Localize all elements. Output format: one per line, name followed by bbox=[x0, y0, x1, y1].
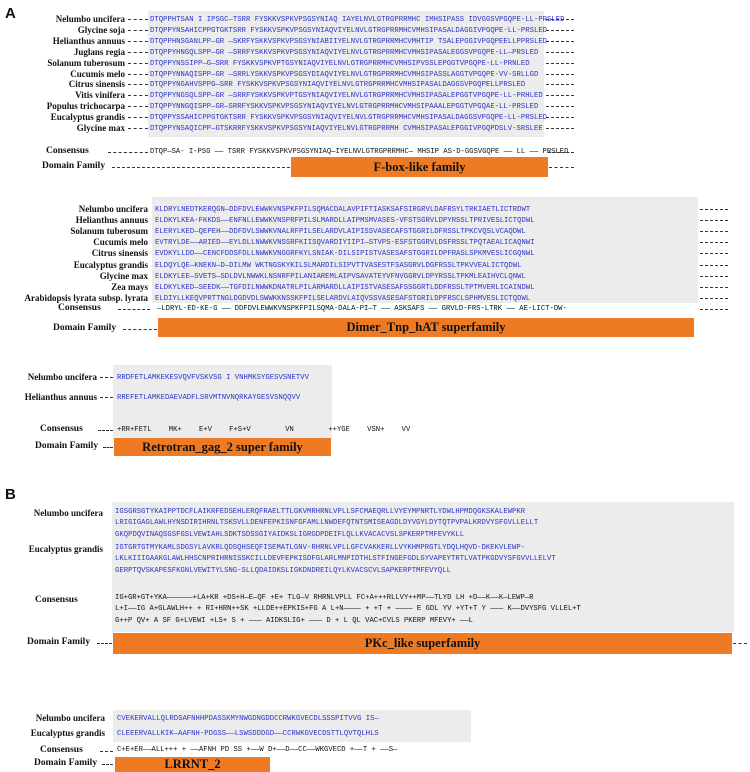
domain-bar-hat: Dimer_Tnp_hAT superfamily bbox=[158, 318, 694, 337]
trailing-gap bbox=[546, 52, 574, 53]
leading-gap bbox=[128, 117, 148, 118]
leading-gap bbox=[118, 309, 150, 310]
domain-line bbox=[103, 447, 113, 448]
trailing-gap bbox=[700, 309, 728, 310]
consensus-label: Consensus bbox=[35, 595, 78, 605]
species-name: Eucalyptus grandis bbox=[50, 112, 125, 123]
trailing-gap bbox=[546, 41, 574, 42]
species-name: Vitis vinifera bbox=[75, 90, 125, 101]
domain-line bbox=[733, 643, 747, 644]
trailing-gap bbox=[546, 95, 574, 96]
sequence-row: GERPTQVSKAPESFKGNLVEWITYLSNG-SLLQDAIDKSLIGKDNDREILQYLKVACSCVLSAPKERPTMFEVYQLL bbox=[115, 566, 451, 575]
sequence-row: ELDIYLLKEQVPRTTNGLDGDVDLSWWKKNSSKFPILSELARDVLAIQVSSVASESAFSTGRILDPFRSCLSPHMVESLICTQDWL bbox=[155, 294, 531, 303]
sequence-row: CLEEERVALLKIK—AAFNH-PDGSS——LSWSDDDGD——CCRWKGVECDSTTLQVTQLHLS bbox=[117, 730, 379, 738]
sequence-row: ELERYLKED—QEPEH——DDFDVLSWWKVNALRFPILSELARDVLAIPISSVASECAFSTGGRILDFRSSLTPKCVQSLVCAQDWL bbox=[155, 228, 526, 237]
species-name: Zea mays bbox=[111, 281, 148, 292]
sequence-row: RRDFETLAMKEKESVQVFVSKVSG I VNHMKSYGESVSNETVV bbox=[117, 374, 309, 382]
sequence-row: ELDKYLKEA-FKKDS——ENFNLLEWWKVNSPRFPILSLMARDLLAIPMSMVASES-VFSTSGRVLDPYRSSLTPRIVESLICTQDWL bbox=[155, 217, 535, 226]
domain-bar-pkc: PKc_like superfamily bbox=[113, 633, 732, 654]
sequence-row: DTQPPHTSAN I IPSGC—TSRR FYSKKVSPKVPSGSYNIAQ IAYELNVLGTRGPRRMHC IMHSIPASS IDVGGSVPGQPE-LL-PRSLED bbox=[150, 16, 565, 24]
consensus-row: C+E+ER——ALL+++ + ——AFNH PD SS +——W D+——D——CC——WKGVECD +——T + ——S— bbox=[117, 746, 398, 754]
species-name: Nelumbo uncifera bbox=[35, 713, 105, 723]
sequence-row: RREFETLAMKEDAEVADFLSRVMTNVNQRKAYGESVSNQQVV bbox=[117, 394, 301, 402]
domain-line bbox=[549, 167, 574, 168]
consensus-row: G++P QV+ A SF G+LVEWI +LS+ S + ——— AIDKSLIG+ ——— D + L QL VAC+CVLS PKERP MFEVY+ ——L bbox=[115, 616, 473, 625]
leading-gap bbox=[128, 63, 148, 64]
trailing-gap bbox=[546, 117, 574, 118]
trailing-gap bbox=[700, 298, 728, 299]
sequence-row: CVEKERVALLQLRDSAFNHHPDASSKMYNWGDNGDDCCRWKGVECDLSSSPITVVG IS— bbox=[117, 715, 379, 723]
consensus-row: IG+GR+GT+YKA——————+LA+KR +DS+H—E—QF +E+ TLG—V RHRNLVPLL FC+A+++RLLVY++MP——TLYD LH +D——K——K—LEWP—R bbox=[115, 594, 534, 602]
species-name: Nelumbo uncifera bbox=[78, 204, 148, 214]
leading-gap bbox=[128, 84, 148, 85]
sequence-row: IGSGRSGTYKAIPPTDCFLAIKRFEDSEHLERQFRAELTTLGKVMRHRNLVPLLSFCMAEQRLLVYEYMPNRTLYDWLHPMDQGKSKALEWPKR bbox=[115, 508, 526, 516]
trailing-gap bbox=[546, 128, 574, 129]
sequence-row: DTQPPYNGAHVSPPG—SRR FYSKKVSPKVPSGSYNIAQVIYELNVLGTRGPRRMHCVMHSIPASALDAGGSVPGQPELLPRSLED bbox=[150, 81, 526, 90]
sequence-row: DTQPPYHNGQLSPP—GR —SRRFYSKKVSPKVPSGSYNIAQVIYELNVLGTRGPRRMHCVMHSIPASALEGGSVPGQPE-LL—PRSLED bbox=[150, 48, 539, 57]
species-name: Arabidopsis lyrata subsp. lyrata bbox=[24, 292, 148, 303]
sequence-row: ELDKYLKED—SEEDK——TGFDILNWWKDNATRLPILARMARDLLAIPISTVASESAFSSGGRTLDDFRSSLTPTMVERLICAINDWL bbox=[155, 283, 535, 292]
species-name: Juglans regia bbox=[73, 46, 125, 57]
domain-line bbox=[123, 329, 157, 330]
sequence-row: DTQPPYNSSIPP—G—SRR FYSKKVSPKVPTGSYNIAQVIYELNVLGTRGPRRMHCVMHSIPVSSLEPGGTVPGQPE-LL-PRNLED bbox=[150, 59, 530, 68]
consensus-row: +RR+FETL MK+ E+V F+S+V VN ++YGE VSN+ VV bbox=[117, 426, 411, 434]
leading-gap bbox=[128, 41, 148, 42]
domain-line bbox=[112, 167, 290, 168]
trailing-gap bbox=[546, 19, 574, 20]
domain-bar-fbox: F-box-like family bbox=[291, 157, 548, 177]
consensus-label: Consensus bbox=[58, 303, 101, 313]
sequence-row: ELDQYLQE—KNEKN—D—DILMW WKTNGSKYKILSLMARDILSIPVTTVASESTFSASGRVLDGFRSSLTPKVVEALICTQDWL bbox=[155, 261, 522, 270]
consensus-row: L+I——IG A+GLAWLH++ + RI+HRN++SK +LLDE++EPKIS+FG A L+N———— + +T + ———— E GDL YV +YT+T Y ——— K——DVYSFG VLLEL+T bbox=[115, 605, 581, 614]
leading-gap bbox=[100, 397, 113, 398]
trailing-gap bbox=[546, 84, 574, 85]
leading-gap bbox=[128, 52, 148, 53]
sequence-row: DTQPPYNSAHICPPGTGKTSRR FYSKKVSPKVPSGSYNIAQVIYELNVLGTRGPRRMHCVMHSIPASALDAGGIVPGQPE-LL-PRSLED bbox=[150, 26, 548, 35]
consensus-label: Consensus bbox=[40, 424, 83, 434]
leading-gap bbox=[108, 152, 148, 153]
sequence-row: ELDKYLEE—SVETS—SDLDVLNWWKLNSNRFPILANIAREMLAIPVSAVATEYVFNVGGRVLDPYRSSLTPKMLEAIHVCLQNWL bbox=[155, 272, 526, 281]
trailing-gap bbox=[700, 220, 728, 221]
species-name: Helianthus annuus bbox=[52, 35, 125, 46]
domain-line bbox=[97, 643, 112, 644]
species-name: Citrus sinensis bbox=[91, 248, 148, 259]
sequence-row: LRIGIGAGLAWLHYNSDIRIHRNLTSKSVLLDENFEPKISNFGFAMLLNWDEFQTNTSMISEAGDLDYVGYLDYTQTPVPALKRDVYSFGVLLELLT bbox=[115, 519, 539, 528]
trailing-gap bbox=[546, 106, 574, 107]
species-name: Eucalyptus grandis bbox=[28, 544, 103, 554]
species-name: Nelumbo uncifera bbox=[55, 14, 125, 24]
domain-family-label: Domain Family bbox=[42, 161, 106, 171]
consensus-label: Consensus bbox=[46, 146, 89, 156]
species-name: Citrus sinensis bbox=[68, 79, 125, 90]
species-name: Glycine max bbox=[99, 270, 148, 281]
sequence-row: DTQPPYNNAQISPP—GR —SRRLYSKKVSPKVPSGSYDIAQVIYELNVLGTRGPRRMHCVMHSIPASSLAGGTVPGQPE-VV-SRLLGD bbox=[150, 70, 539, 79]
domain-family-label: Domain Family bbox=[53, 323, 117, 333]
sequence-row: EVTRYLDE——ARIED——EYLDLLNWWKVNSSRFKIISQVARDIYIIPI—STVPS-ESFSTGGRVLDSFRSSLTPQTAEALICAQNWI bbox=[155, 239, 535, 248]
species-name: Populus trichocarpa bbox=[46, 101, 125, 112]
trailing-gap bbox=[700, 276, 728, 277]
sequence-row: DTQPPYNGSQLSPP—GR —SRRFYSKKVSPKVPTGSYNIAQVIYELNVLGTRGPRRMHCVMHSIPASALEPGGTVPGQPE-LL-PRHLED bbox=[150, 92, 543, 101]
leading-gap bbox=[128, 128, 148, 129]
consensus-row: —LDRYL-ED-KE-G —— DDFDVLEWWKVNSPKFPILSQMA-DALA-PI—T —— ASKSAFS —— GRVLD-FRS-LTRK —— AE-LICT-DW- bbox=[157, 305, 567, 313]
leading-gap bbox=[128, 30, 148, 31]
sequence-row: IGTGRTGTMYKAMLSDGSYLAVKRLQDSQHSEQFISEMATLGNV-RHRNLVPLLGFCVAKKERLLVYKHMPRGTLYDQLHQVD-DKEKVLEWP- bbox=[115, 544, 526, 552]
sequence-row: LKLKIIIGAAKGLAWLHHSCNPRIHRNISSKCILLDEVFEPKISDFGLARLMNPIDTHLSTFINGEFGDLGYVAPEYTRTLVATPKGDVYSFGVVLLELVT bbox=[115, 555, 556, 564]
domain-line bbox=[102, 764, 113, 765]
domain-bar-lrrnt: LRRNT_2 bbox=[115, 757, 270, 772]
trailing-gap bbox=[700, 287, 728, 288]
leading-gap bbox=[128, 106, 148, 107]
sequence-row: DTQPPYNSAQICPP—GTSKRRFYSKKVSPKVPSGSYNIAQVIYELNVLGTRGPRRMH CVMHSIPASALEPGGIVPGQPDSLV-SRSLEE bbox=[150, 125, 543, 133]
species-name: Cucumis melo bbox=[93, 237, 148, 248]
species-name: Helianthus annuus bbox=[24, 392, 97, 402]
species-name: Helianthus annuus bbox=[75, 215, 148, 226]
panel-a-label: A bbox=[5, 5, 16, 22]
leading-gap bbox=[128, 95, 148, 96]
trailing-gap bbox=[700, 209, 728, 210]
species-name: Cucumis melo bbox=[70, 68, 125, 79]
species-name: Solanum tuberosum bbox=[70, 226, 148, 237]
sequence-row: DTQPPHNSGANLPP—GR —SKRFYSKKVSPKVPSGSYNIABIIYELNVLGTRGPRRMHCVMHTIP TSALEPGGIVPGQPEELLPPRSLED bbox=[150, 37, 548, 46]
consensus-label: Consensus bbox=[40, 745, 83, 755]
leading-gap bbox=[128, 74, 148, 75]
species-name: Glycine soja bbox=[77, 24, 125, 35]
leading-gap bbox=[100, 751, 113, 752]
trailing-gap bbox=[546, 63, 574, 64]
sequence-row: GKQPDQVINAQSGSFGSLVEWIAHLSDKTSDSSGIYAIDKSLIGRGDPDEIFLQLLKVACACVSLSPKERPTMFEVYKLL bbox=[115, 530, 465, 539]
leading-gap bbox=[128, 19, 148, 20]
species-name: Eucalyptus grandis bbox=[73, 259, 148, 270]
trailing-gap bbox=[700, 231, 728, 232]
species-name: Nelumbo uncifera bbox=[27, 372, 97, 382]
trailing-gap bbox=[700, 265, 728, 266]
trailing-gap bbox=[548, 152, 574, 153]
trailing-gap bbox=[700, 242, 728, 243]
domain-family-label: Domain Family bbox=[27, 637, 91, 647]
domain-family-label: Domain Family bbox=[35, 441, 99, 451]
trailing-gap bbox=[546, 30, 574, 31]
trailing-gap bbox=[700, 253, 728, 254]
domain-bar-retrotran: Retrotran_gag_2 super family bbox=[114, 438, 331, 456]
species-name: Solanum tuberosum bbox=[47, 57, 125, 68]
consensus-row: DTQP—SA- I-PSG —— TSRR FYSKKVSPKVPSGSYNIAQ—IYELNVLGTRGPRRMHC— MHSIP AS-D-GGSVGQPE —— LL —— PRSLED bbox=[150, 148, 569, 156]
domain-family-label: Domain Family bbox=[34, 758, 98, 768]
panel-b-label: B bbox=[5, 486, 16, 503]
leading-gap bbox=[98, 430, 113, 431]
species-name: Nelumbo uncifera bbox=[33, 508, 103, 518]
species-name: Eucalyptus grandis bbox=[30, 728, 105, 738]
sequence-row: DTQPPYSSAHICPPGTGKTSRR FYSKKVSPKVPSGSYNIAQVIYELNVLGTRGPRRMHCVMHSIPASALDAGGSVPGQPE-LL-PRSLED bbox=[150, 114, 548, 123]
sequence-row: EVDKYLLDD——CENCFDDSFDLLNWWKVNGGRFKYLSNIAK-DILSIPISTVASESAFSTGGRILDPFRASLSPKMVESLICGQNWL bbox=[155, 250, 535, 259]
trailing-gap bbox=[546, 74, 574, 75]
sequence-row: KLDRYLNEDTKERQGN—DDFDVLEWWKVNSPKFPILSQMACDALAVPIFTIASKSAFSIRGRVLDAFRSYLTRKIAETLICTRDWT bbox=[155, 206, 531, 214]
species-name: Glycine max bbox=[76, 123, 125, 133]
leading-gap bbox=[100, 377, 113, 378]
sequence-row: DTQPPYNNGQISPP—GR—SRRFYSKKVSPKVPSGSYNIAQVIYELNVLGTRGPRRMHCVMHSIPAAALEPGGTVPGQAE-LL-PRSLED bbox=[150, 103, 539, 112]
